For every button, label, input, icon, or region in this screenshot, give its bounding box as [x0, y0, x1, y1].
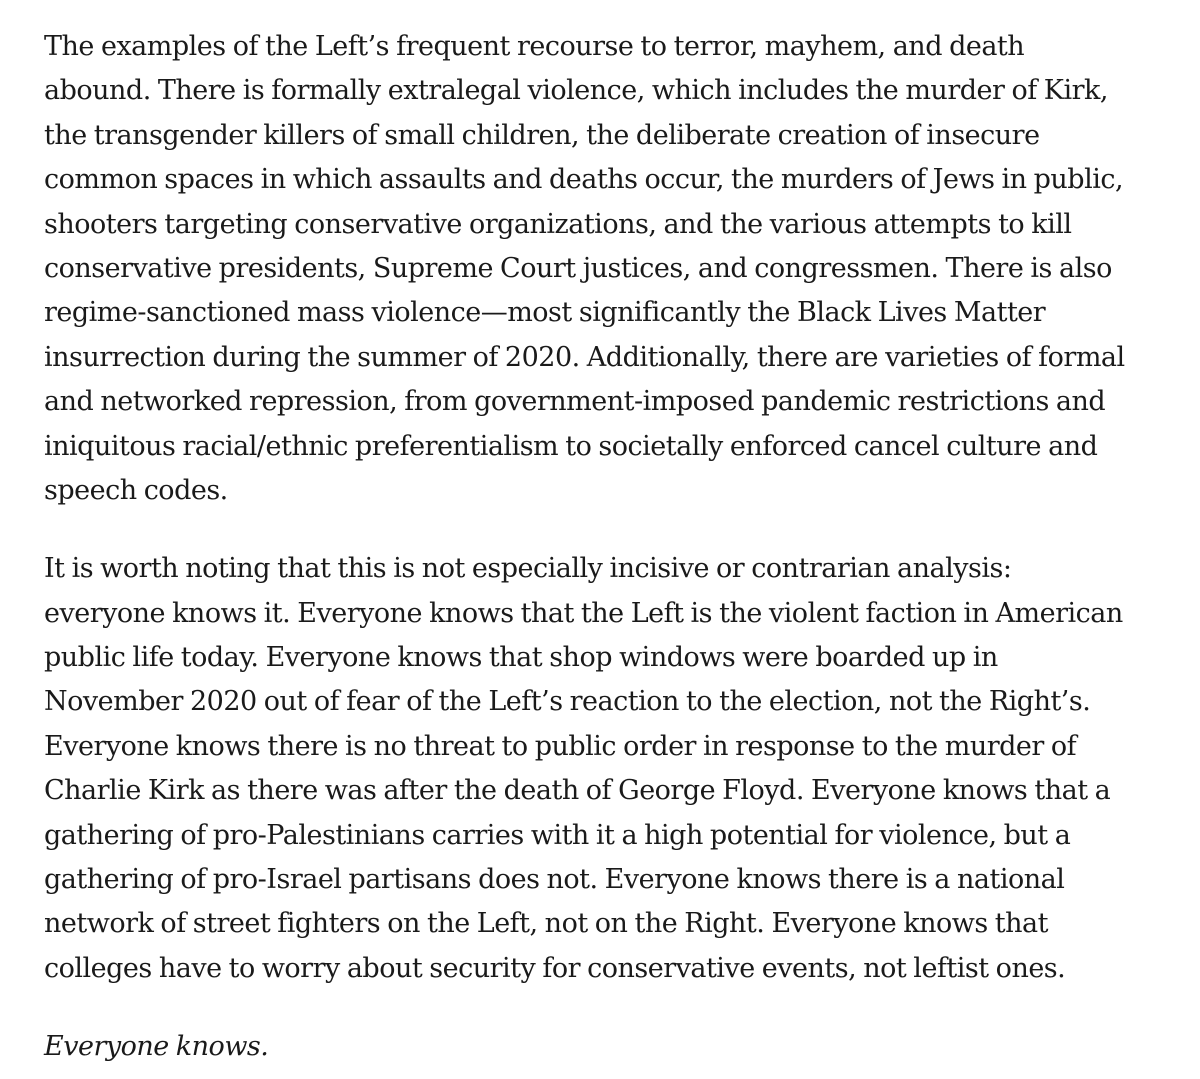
- paragraph-spacer: [44, 513, 1200, 547]
- paragraph-1: [44, 25, 1200, 513]
- paragraph-spacer: [44, 991, 1200, 1025]
- text-line: conservative presidents, Supreme Court justices, and congressmen. There is also: [44, 252, 1112, 284]
- text-line: speech codes.: [44, 474, 228, 506]
- text-line: everyone knows it. Everyone knows that the Left is the violent faction in American: [44, 597, 1123, 629]
- text-line: gathering of pro-Israel partisans does not. Everyone knows there is a national: [44, 864, 1065, 896]
- text-line: It is worth noting that this is not especially incisive or contrarian analysis:: [44, 553, 1012, 585]
- text-line: public life today. Everyone knows that shop windows were boarded up in: [44, 642, 998, 674]
- text-line: Charlie Kirk as there was after the death of George Floyd. Everyone knows that a: [44, 775, 1111, 807]
- text-line: Everyone knows there is no threat to public order in response to the murder of: [44, 730, 1077, 762]
- text-line: November 2020 out of fear of the Left’s reaction to the election, not the Right’s.: [44, 686, 1091, 718]
- text-line: regime-sanctioned mass violence—most significantly the Black Lives Matter: [44, 297, 1046, 329]
- italic-closing-line: Everyone knows.: [44, 1031, 269, 1063]
- text-line: gathering of pro-Palestinians carries with it a high potential for violence, but a: [44, 819, 1071, 851]
- text-line: common spaces in which assaults and deaths occur, the murders of Jews in public,: [44, 164, 1124, 196]
- text-line: abound. There is formally extralegal violence, which includes the murder of Kirk,: [44, 75, 1108, 107]
- text-line: insurrection during the summer of 2020. Additionally, there are varieties of formal: [44, 341, 1125, 373]
- paragraph-2: [44, 547, 1200, 991]
- text-line: iniquitous racial/ethnic preferentialism to societally enforced cancel culture and: [44, 430, 1098, 462]
- text-line: colleges have to worry about security for conservative events, not leftist ones.: [44, 952, 1066, 984]
- text-line: network of street fighters on the Left, not on the Right. Everyone knows that: [44, 908, 1048, 940]
- text-line: and networked repression, from government-imposed pandemic restrictions and: [44, 386, 1106, 418]
- text-line: The examples of the Left’s frequent recourse to terror, mayhem, and death: [44, 31, 1025, 62]
- text-line: shooters targeting conservative organizations, and the various attempts to kill: [44, 208, 1072, 240]
- paragraph-3: [44, 1025, 1200, 1069]
- text-line: the transgender killers of small children, the deliberate creation of insecure: [44, 119, 1040, 151]
